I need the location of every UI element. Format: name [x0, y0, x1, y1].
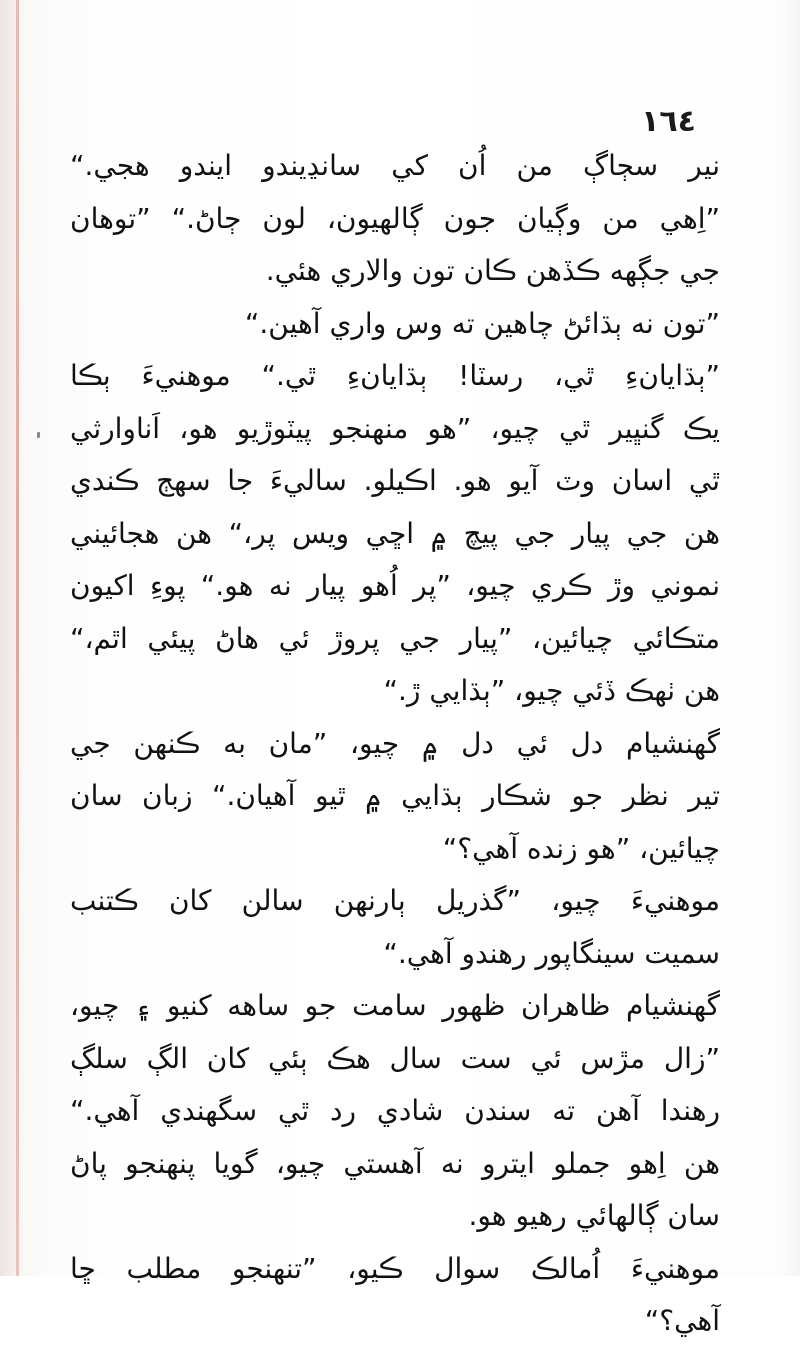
text-line: گهنشيام ظاهران ظهور سامت جو ساهه کنيو ۽ چيو، — [70, 989, 720, 1022]
text-line: هن ٺهڪ ڏئي چيو، ”ٻڌايي ڙ.“ — [383, 674, 720, 707]
text-line: ”ٻڌايانءِ ٿي، رسٽا! ٻڌايانءِ ٿي.“ موهنيءَ ٻڪا — [70, 359, 720, 392]
text-line: نموني وڙ ڪري چيو، ”پر اُهو پيار نه هو.“ پوءِ اکيون — [70, 569, 720, 602]
text-line: موهنيءَ چيو، ”گذريل ٻارنهن سالن کان ڪتنب — [70, 884, 720, 917]
text-line: يڪ گنڀير ٿي چيو، ”هو منهنجو پيٽوڙيو هو، اَناوارثي — [70, 411, 720, 445]
text-line: موهنيءَ اُمالڪ سوال ڪيو، ”تنهنجو مطلب ڇا — [70, 1251, 720, 1285]
text-line: رهندا آهن ته سندن شادي رد ٿي سگهندي آهي.“ — [70, 1094, 720, 1127]
text-line: هن جي پيار جي پيچ ۾ اڇي ويس پر،“ هن هجائيني — [70, 516, 720, 550]
binding-edge-line — [16, 0, 19, 1276]
text-line: گهنشيام دل ئي دل ۾ چيو، ”مان به ڪنهن جي — [70, 726, 720, 760]
text-line: ٿي اسان وٽ آيو هو. اڪيلو. ساليءَ جا سهڄ ڪندي — [70, 464, 720, 497]
text-line: ”اِهي من وڳيان جون ڳالهيون، لون ڄاڻ.“ ”توهان — [70, 201, 720, 235]
text-line: سان ڳالهائي رهيو هو. — [468, 1199, 720, 1232]
binding-shadow — [0, 0, 16, 1276]
text-line: متڪائي چيائين، ”پيار جي پروڙ ئي هاڻ پيئي اٿم،“ — [70, 621, 720, 655]
margin-speck — [37, 432, 40, 438]
text-line: سميت سينگاپور رهندو آهي.“ — [383, 936, 720, 970]
text-line: ”تون نه ٻڌائڻ چاهين ته وس واري آهين.“ — [244, 306, 720, 340]
text-line: تير نظر جو شڪار ٻڌايي ۾ ٿيو آهيان.“ زبان سان — [70, 779, 720, 812]
text-line: نير سڄاڳ من اُن کي سانڍيندو ايندو هجي.“ — [70, 149, 720, 182]
text-line: ”زال مڙس ئي ست سال هڪ ٻئي کان الڳ سلڳ — [70, 1041, 720, 1075]
body-text — [70, 140, 720, 1348]
page-number: ١٦٤ — [641, 104, 696, 139]
text-line: چيائين، ”هو زنده آهي؟“ — [442, 831, 720, 865]
text-line: آهي؟“ — [644, 1304, 720, 1337]
text-line: هن اِهو جملو ايترو نه آهستي چيو، گويا پنهنجو پاڻ — [70, 1146, 720, 1180]
text-line: جي جڳهه ڪڏهن ڪان تون والاري هئي. — [265, 254, 720, 287]
